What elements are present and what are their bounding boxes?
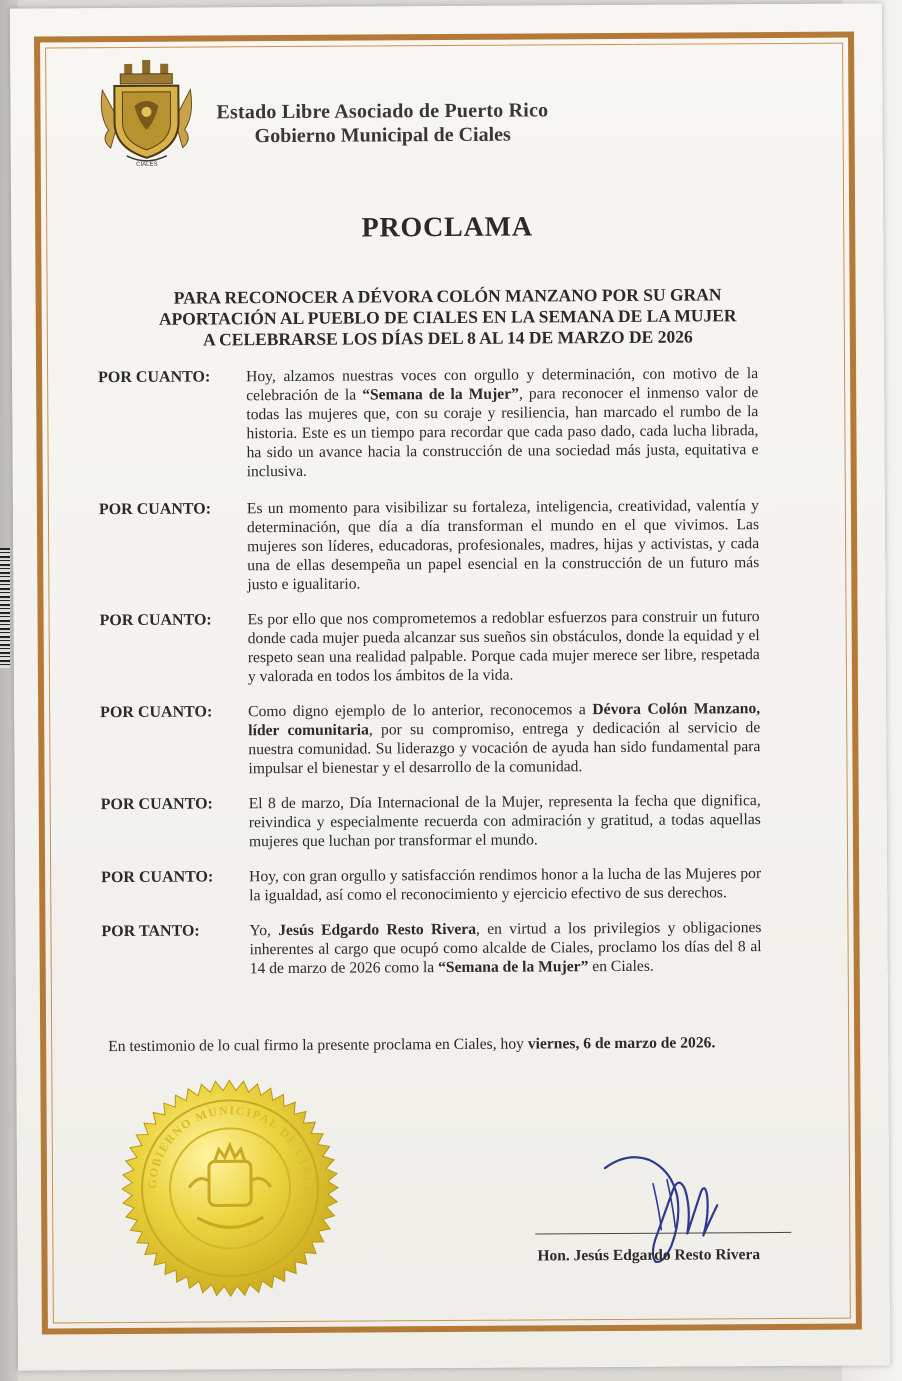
clause-label: POR CUANTO: [98, 500, 212, 519]
header-government: Estado Libre Asociado de Puerto Rico [216, 99, 549, 124]
clause-text: Hoy, con gran orgullo y satisfacción rendimos honor a la lucha de las Mujeres por la igualdad, así como el reconocimiento y ejercicio efectivo de sus derechos. [249, 865, 762, 905]
clause-por-cuanto-6 [101, 864, 761, 906]
testimony-text: En testimonio de lo cual firmo la presente proclama en Ciales, hoy [108, 1035, 528, 1056]
document-title: PROCLAMA [361, 211, 533, 244]
clause-text: El 8 de marzo, Día Internacional de la Mujer, representa la fecha que dignifica, reivindica y especialmente recuerda con admiración y gratitud, a todas aquellas mujeres que luchan por transformar el mundo. [248, 792, 761, 851]
clause-label: POR CUANTO: [100, 703, 213, 722]
clause-label: POR CUANTO: [101, 868, 214, 887]
crest-motto: CIALES [136, 161, 158, 168]
clause-label: POR CUANTO: [99, 611, 212, 630]
barcode-strip [0, 548, 10, 668]
clause-por-cuanto-3 [100, 607, 760, 687]
gold-seal-icon [118, 1077, 341, 1300]
clause-por-cuanto-4 [100, 699, 760, 779]
clause-text [248, 699, 760, 778]
clause-text-bold: Dévora Colón Manzano, líder comunitaria [248, 700, 761, 740]
clause-por-tanto [101, 918, 761, 979]
clause-text-run: Como digno ejemplo de lo anterior, reconocemos a [248, 701, 593, 721]
subtitle-line: APORTACIÓN AL PUEBLO DE CIALES EN LA SEMANA DE LA MUJER [158, 305, 737, 329]
clause-text-run: en Ciales. [588, 957, 654, 976]
clause-label: POR TANTO: [101, 922, 200, 941]
clauses-list [98, 364, 762, 979]
clause-label: POR CUANTO: [98, 368, 211, 387]
clause-text [246, 364, 759, 481]
seal-ring-text: GOBIERNO MUNICIPAL DE CIALES P.R. • [144, 1103, 316, 1248]
testimony-date: viernes, 6 de marzo de 2026. [527, 1034, 716, 1053]
clause-por-cuanto-2 [99, 496, 760, 595]
clause-text-bold: “Semana de la Mujer” [438, 958, 589, 977]
clause-text-run: Yo, [249, 922, 279, 940]
signer-name: Hon. Jesús Edgardo Resto Rivera [537, 1246, 761, 1265]
clause-text-run: , por su compromiso, entrega y dedicación al servicio de nuestra comunidad. Su liderazgo y vocación de ayuda han sido fundamental para impulsar el bienestar y el desarrollo de la comunidad. [248, 719, 761, 778]
clause-por-cuanto-5 [101, 791, 761, 852]
document-subtitle [12, 283, 884, 351]
clause-por-cuanto-1 [98, 364, 759, 482]
clause-text-run: , en virtud a los privilegios y obligaciones inherentes al cargo que ocupó como alcalde de Ciales, proclamo los días del 8 al 14 de marzo de 2026 como la [249, 919, 762, 978]
clause-text-bold: “Semana de la Mujer” [362, 385, 519, 404]
subtitle-line: PARA RECONOCER A DÉVORA COLÓN MANZANO POR SU GRAN [173, 284, 722, 308]
subtitle-line: A CELEBRARSE LOS DÍAS DEL 8 AL 14 DE MARZO DE 2026 [202, 326, 693, 350]
municipal-crest-icon [96, 60, 197, 171]
proclamation-sheet [10, 3, 890, 1370]
clause-text-run: Hoy, alzamos nuestras voces con orgullo y determinación, con motivo de la celebración de la [246, 365, 759, 405]
clause-text [249, 918, 761, 978]
clause-label: POR CUANTO: [100, 795, 213, 814]
header-municipality: Gobierno Municipal de Ciales [254, 123, 511, 148]
clause-text: Es un momento para visibilizar su fortaleza, inteligencia, creatividad, valentía y determinación, que día a día transforman el mundo en el que vivimos. Las mujeres son líderes, educadoras, profesionales, madres, hijas y activistas, y cada una de ellas desempeña un papel esencial en la construcción de un futuro más justo e igualitario. [246, 497, 760, 594]
clause-text-bold: Jesús Edgardo Resto Rivera [278, 920, 477, 940]
clause-text-run: , para reconocer el inmenso valor de todas las mujeres que, con su coraje y resiliencia, han marcado el rumbo de la historia. Este es un tiempo para recordar que cada paso dado, cada lucha librada, ha sido un avance hacia la construcción de una sociedad más justa, equitativa e inclusiva. [246, 384, 759, 481]
clause-text: Es por ello que nos comprometemos a redoblar esfuerzos para construir un futuro donde cada mujer pueda alcanzar sus sueños sin obstáculos, donde la equidad y el respeto sean una realidad palpable. Porque cada mujer merece ser libre, respetada y valorada en todos los ámbitos de la vida. [247, 608, 760, 686]
header [216, 99, 636, 149]
